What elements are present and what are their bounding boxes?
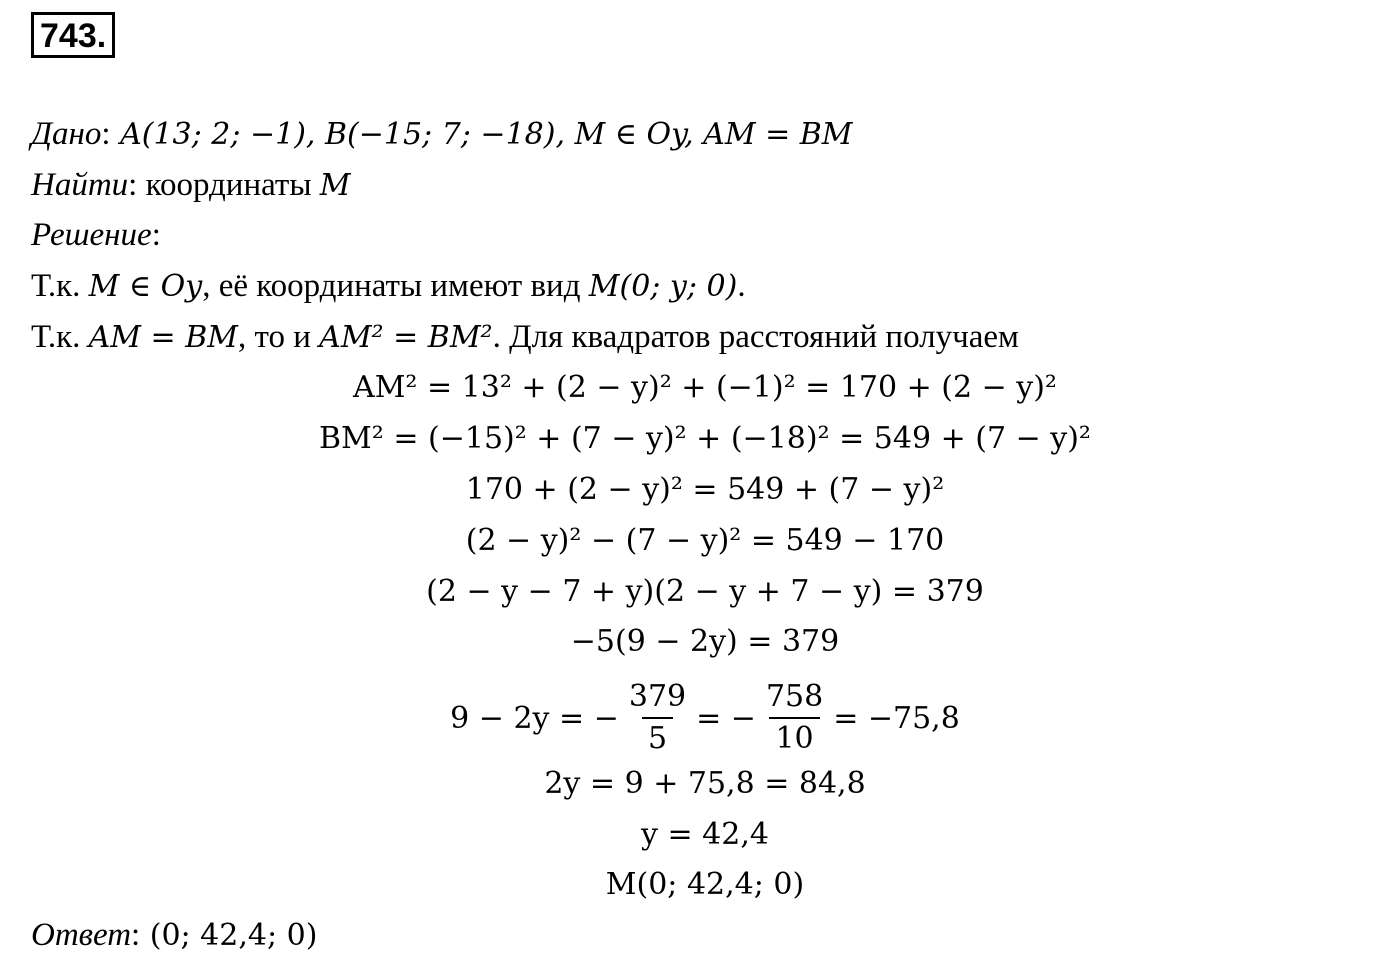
equation-5: (2 − y − 7 + y)(2 − y + 7 − y) = 379 [426,574,984,609]
step2-line [31,317,1019,358]
step2-math-1: AM = BM [88,320,238,355]
given-colon: : [101,116,111,152]
step1-line [31,266,746,307]
find-math: M [319,168,351,203]
fraction-2-denominator: 10 [769,717,819,759]
equation-am: AM² = 13² + (2 − y)² + (−1)² = 170 + (2 − y)² [353,370,1057,405]
equation-m: M(0; 42,4; 0) [605,867,805,902]
find-line [31,165,350,206]
find-text: координаты [137,167,320,203]
answer-line [31,915,317,956]
find-label: Найти [31,167,129,203]
answer-label: Ответ [31,917,132,953]
fraction-lhs: 9 − 2y = − [450,700,619,736]
equation-y: y = 42,4 [641,817,769,852]
step1-text-3: . [737,268,746,304]
step1-math-2: M(0; y; 0) [588,269,738,304]
step2-math-2: AM² = BM² [319,320,493,355]
step1-text-1: Т.к. [31,268,89,304]
fraction-1-denominator: 5 [642,717,673,759]
given-text: A(13; 2; −1), B(−15; 7; −18), M ∈ Oy, AM = BM [110,117,853,152]
fraction-rhs: = −75,8 [833,700,960,736]
step1-text-2: , её координаты имеют вид [202,268,589,304]
answer-colon: : [131,917,141,953]
equation-6: −5(9 − 2y) = 379 [570,624,840,659]
step2-text-2: , то и [238,319,320,355]
step2-text-3: . Для квадратов расстояний получаем [492,319,1019,355]
problem-number: 743. [31,12,115,58]
given-label: Дано [31,116,102,152]
solution-line [31,215,161,255]
given-line [31,114,853,155]
step2-text-1: Т.к. [31,319,89,355]
solution-colon: : [151,217,161,253]
fraction-mid: = − [696,700,756,736]
find-colon: : [128,167,138,203]
answer-text: (0; 42,4; 0) [140,918,318,953]
fraction-1-numerator: 379 [628,679,687,714]
fraction-1 [623,677,692,759]
equation-4: (2 − y)² − (7 − y)² = 549 − 170 [465,523,945,558]
solution-label: Решение [31,217,152,253]
fraction-equation [0,668,1400,768]
equation-bm: BM² = (−15)² + (7 − y)² + (−18)² = 549 + (7 − y)² [319,421,1091,456]
equation-3: 170 + (2 − y)² = 549 + (7 − y)² [465,472,945,507]
step1-math-1: M ∈ Oy [88,269,203,304]
fraction-2-numerator: 758 [765,679,824,714]
equation-2y: 2y = 9 + 75,8 = 84,8 [544,766,866,801]
fraction-2 [760,677,829,759]
